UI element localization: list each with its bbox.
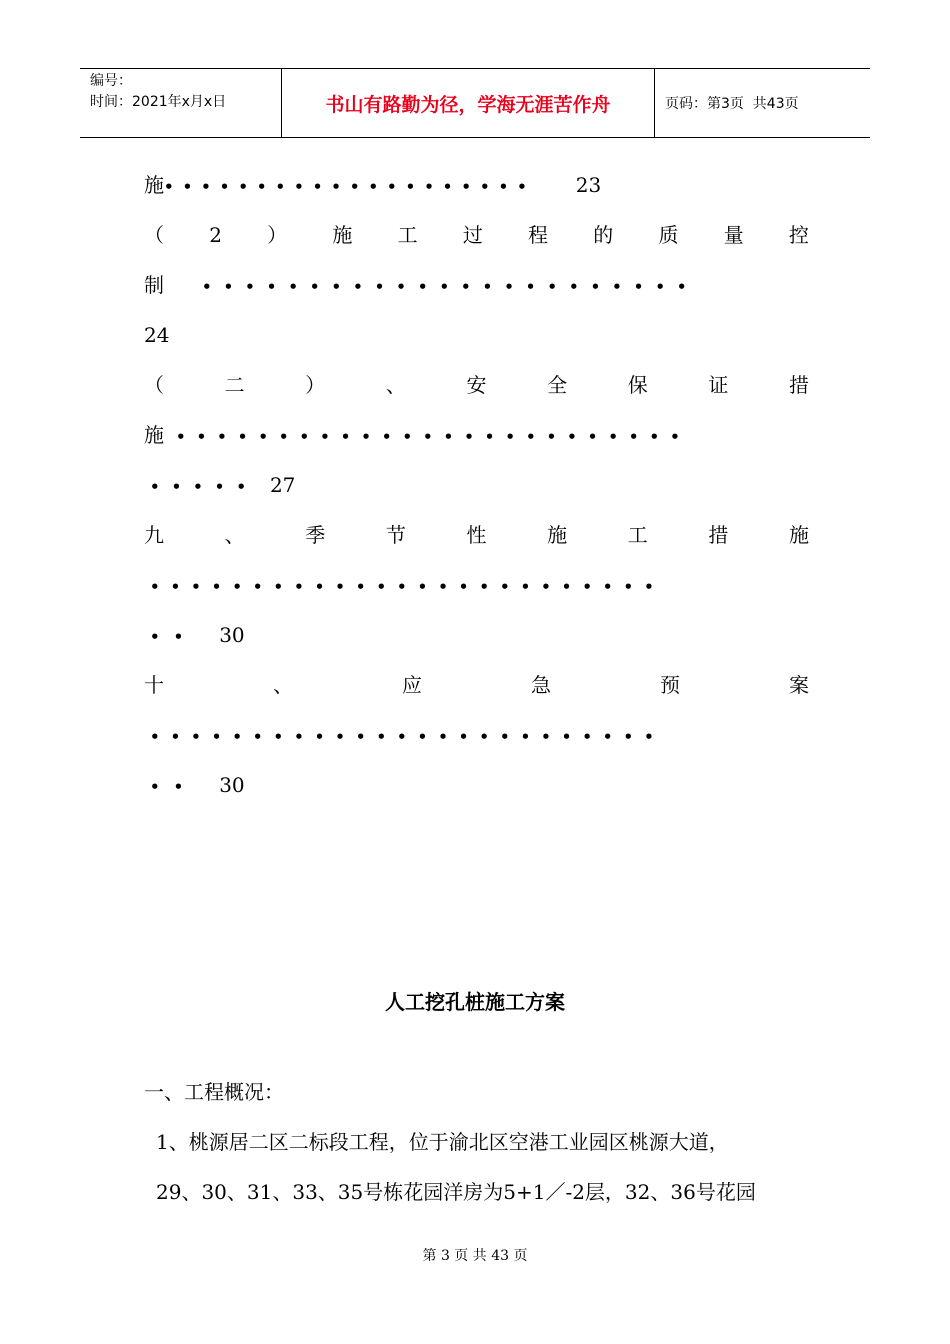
toc-char: 过 — [462, 223, 483, 247]
toc-char: 全 — [547, 373, 568, 397]
toc-line-8 — [144, 520, 809, 550]
toc-line-10 — [144, 620, 809, 650]
toc-dots: •••••••••••••••••••• — [164, 178, 536, 196]
toc-char: 质 — [658, 223, 679, 247]
toc-text: 施 — [144, 173, 164, 197]
toc-char: 、 — [224, 523, 245, 547]
toc-page-number: 30 — [219, 623, 245, 647]
header-motto: 书山有路勤为径，学海无涯苦作舟 — [282, 69, 655, 137]
header-meta — [80, 69, 282, 137]
header-page-info: 页码：第3页 共43页 — [665, 96, 799, 112]
document-title: 人工挖孔桩施工方案 — [385, 990, 565, 1014]
toc-char: 十 — [144, 673, 164, 697]
toc-char: 节 — [385, 523, 406, 547]
toc-char: 证 — [708, 373, 729, 397]
toc-line-3 — [144, 270, 809, 300]
toc-dots: •• — [150, 778, 198, 796]
toc-char: 措 — [708, 523, 729, 547]
toc-char: 工 — [627, 523, 648, 547]
page-header — [80, 68, 870, 138]
toc-char: 预 — [660, 673, 680, 697]
toc-line-9 — [144, 570, 809, 600]
toc-text: 施 — [144, 423, 164, 447]
toc-dots: ••••• — [150, 478, 258, 496]
toc-line-2 — [144, 220, 809, 250]
toc-dots: ••••••••••••••••••••••••• — [150, 728, 665, 746]
toc-char: ） — [305, 373, 326, 397]
toc-char: 安 — [466, 373, 487, 397]
toc-char: 急 — [531, 673, 551, 697]
toc-dots: ••••••••••••••••••••••••• — [150, 578, 665, 596]
toc-page-number: 27 — [269, 473, 296, 497]
toc-char: 量 — [723, 223, 744, 247]
toc-char: 控 — [788, 223, 809, 247]
doc-number-label: 编号： — [90, 73, 132, 89]
toc-char: 、 — [273, 673, 293, 697]
toc-char: ） — [267, 223, 288, 247]
toc-char: 季 — [305, 523, 326, 547]
toc-line-12 — [144, 720, 809, 750]
toc-char: 、 — [385, 373, 406, 397]
paragraph-line: 29、30、31、33、35号栋花园洋房为5+1／-2层，32、36号花园 — [156, 1180, 756, 1204]
toc-line-13 — [144, 770, 809, 800]
toc-dots: •• — [150, 628, 198, 646]
toc-char: 工 — [397, 223, 418, 247]
toc-char: 2 — [209, 223, 222, 247]
toc-page-number: 23 — [575, 173, 602, 197]
toc-line-6 — [144, 420, 809, 450]
toc-char: 的 — [593, 223, 614, 247]
toc-dots: ••••••••••••••••••••••• — [202, 278, 699, 296]
toc-char: 措 — [789, 373, 809, 397]
toc-page-number: 24 — [144, 323, 170, 347]
paragraph-line: 1、桃源居二区二标段工程，位于渝北区空港工业园区桃源大道， — [156, 1130, 729, 1154]
toc-line-11 — [144, 670, 809, 700]
toc-char: （ — [144, 373, 164, 397]
doc-time-label: 时间：2021年x月x日 — [90, 94, 227, 110]
toc-char: 程 — [528, 223, 549, 247]
toc-line-7 — [144, 470, 809, 500]
toc-dots: ••••••••••••••••••••••••• — [176, 428, 691, 446]
toc-line-4 — [144, 320, 809, 350]
toc-text: 制 — [144, 273, 164, 297]
toc-line-5 — [144, 370, 809, 400]
toc-char: 施 — [332, 223, 353, 247]
toc-char: 施 — [789, 523, 809, 547]
toc-char: 二 — [224, 373, 245, 397]
section-heading: 一、工程概况： — [144, 1080, 284, 1104]
page-footer: 第 3 页 共 43 页 — [422, 1248, 528, 1264]
toc-char: 应 — [402, 673, 422, 697]
toc-line-1 — [144, 170, 809, 200]
toc-char: 九 — [144, 523, 164, 547]
toc-char: 案 — [789, 673, 809, 697]
toc-char: 施 — [547, 523, 568, 547]
toc-char: 保 — [627, 373, 648, 397]
toc-page-number: 30 — [219, 773, 245, 797]
toc-char: 性 — [466, 523, 487, 547]
toc-char: （ — [144, 223, 164, 247]
